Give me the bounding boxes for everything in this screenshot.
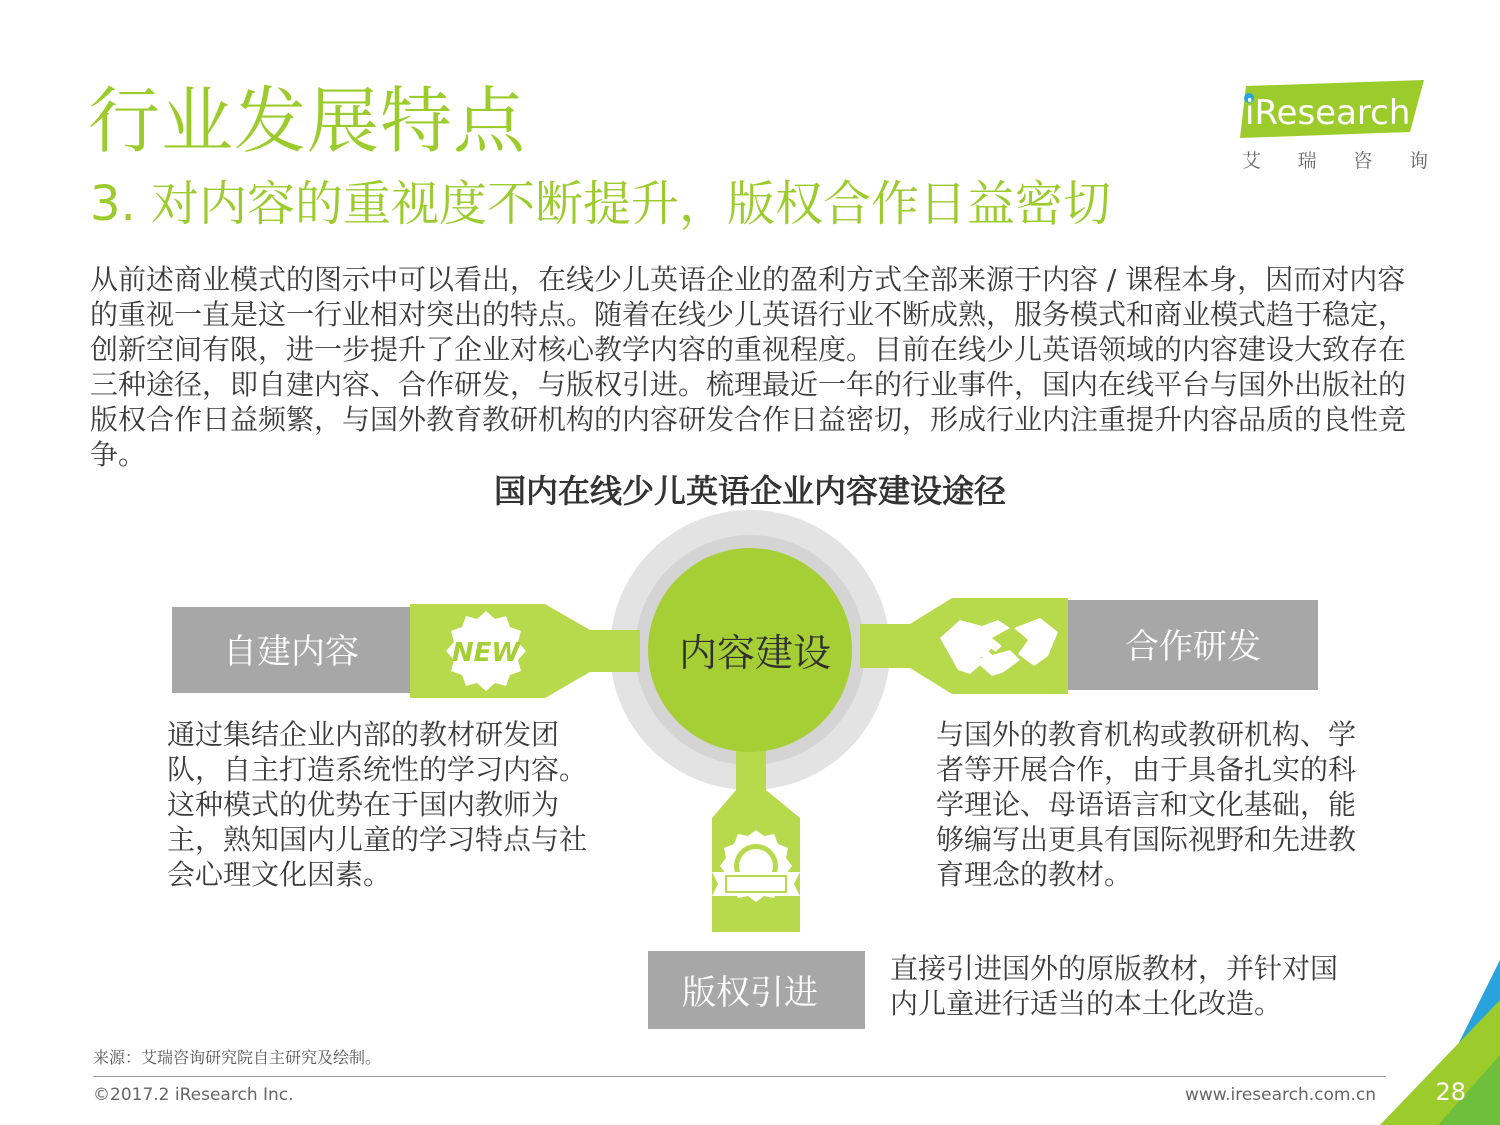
cooperation-label: 合作研发: [1125, 627, 1261, 667]
self-built-label: 自建内容: [223, 632, 359, 672]
logo-cn-char: 询: [1408, 150, 1428, 172]
self-built-description: 通过集结企业内部的教材研发团队，自主打造系统性的学习内容。这种模式的优势在于国内教师为主，熟知国内儿童的学习特点与社会心理文化因素。: [167, 718, 588, 891]
cooperation-description: 与国外的教育机构或教研机构、学者等开展合作，由于具备扎实的科学理论、母语语言和文化基础，能够编写出更具有国际视野和先进教育理念的教材。: [936, 718, 1357, 891]
page-subtitle: 3. 对内容的重视度不断提升，版权合作日益密切: [90, 176, 1112, 232]
logo-cn-char: 艾: [1242, 150, 1262, 172]
logo-cn-char: 瑞: [1297, 150, 1317, 172]
diagram-title: 国内在线少儿英语企业内容建设途径: [493, 472, 1006, 510]
copyright-description: 直接引进国外的原版教材，并针对国内儿童进行适当的本土化改造。: [890, 952, 1339, 1020]
logo-brand-text: iResearch: [1245, 93, 1411, 133]
page-title: 行业发展特点: [88, 79, 527, 163]
center-label: 内容建设: [678, 631, 832, 675]
copyright-label: 版权引进: [682, 973, 818, 1013]
website-link[interactable]: www.iresearch.com.cn: [1184, 1085, 1376, 1105]
logo-cn-char: 咨: [1353, 150, 1373, 172]
new-badge-text: NEW: [451, 638, 521, 668]
intro-paragraph: 从前述商业模式的图示中可以看出，在线少儿英语企业的盈利方式全部来源于内容 / 课程本身，因而对内容的重视一直是这一行业相对突出的特点。随着在线少儿英语行业不断成熟，服务模式和商业模式趋于稳定，创新空间有限，进一步提升了企业对核心教学内容的重视程度。目前在线少儿英语领域的内容建设大致存在三种途径，即自建内容、合作研发，与版权引进。梳理最近一年的行业事件，国内在线平台与国外出版社的版权合作日益频繁，与国外教育教研机构的内容研发合作日益密切，形成行业内注重提升内容品质的良性竞争。: [90, 263, 1407, 471]
footer-divider: [93, 1076, 1386, 1077]
copyright-text: ©2017.2 iResearch Inc.: [93, 1085, 294, 1105]
source-note: 来源：艾瑞咨询研究院自主研究及绘制。: [93, 1048, 382, 1067]
page-number: 28: [1435, 1078, 1466, 1106]
